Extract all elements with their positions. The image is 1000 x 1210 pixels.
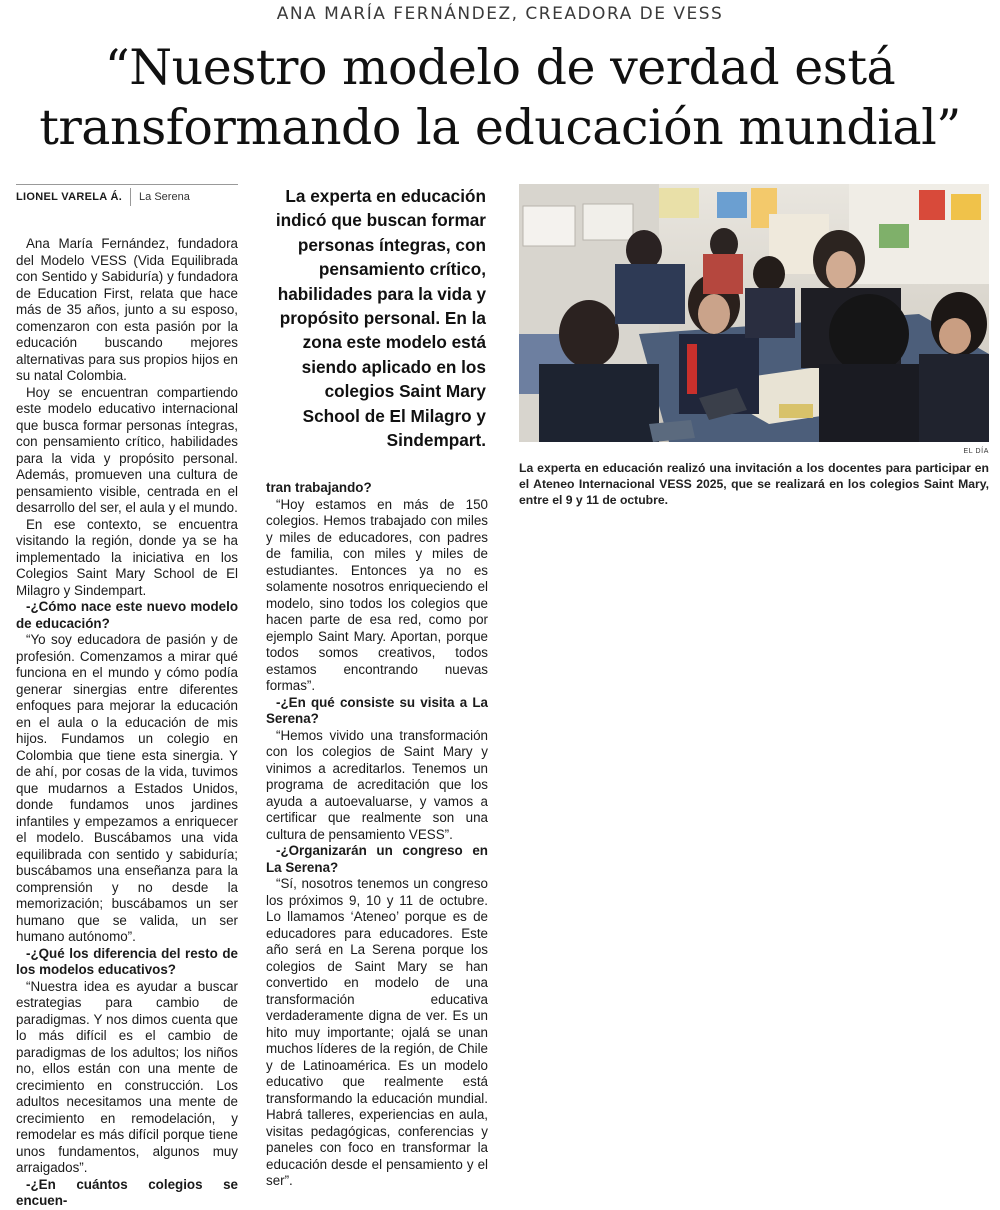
paragraph: “Yo soy educadora de pasión y de profesión. Comenzamos a mirar qué funciona en el mundo y cómo podía generar sinergias entre diferentes enfoques para mejorar la educación en el aula o la educación de mis hijos. Fundamos un colegio en Colombia que tiene esta sinergia. Y de ahí, por cosas de la vida, tuvimos que mudarnos a Estados Unidos, donde fundamos unos jardines infantiles y empezamos a enriquecer el modelo. Buscábamos una vida equilibrada con sentido y sabiduría; buscábamos una enseñanza para la comprensión y no desde la memorización; buscábamos un ser humano que se valida, un ser humano autónomo”. — [16, 632, 238, 944]
body-column-2 — [266, 480, 488, 1190]
byline-divider — [130, 188, 131, 206]
paragraph: “Hoy estamos en más de 150 colegios. Hemos trabajado con miles y miles de educadores, con padres de familia, con miles y miles de estudiantes. Entonces ya no es solamente nosotros enriqueciendo el modelo, sino todos los colegios que hacen parte de esa red, como por ejemplo Saint Mary. Aportan, porque todos somos creativos, todos estamos encontrando nuevas formas”. — [266, 496, 488, 693]
paragraph: “Sí, nosotros tenemos un congreso los próximos 9, 10 y 11 de octubre. Lo llamamos ‘Ateneo’ porque es de educadores para educadores. Este año será en La Serena porque los colegios de Saint Mary se han convertido en modelo de una transformación educativa verdaderamente digna de ver. Es un hito muy importante; ojalá se unan muchos líderes de la región, de Chile y de Latinoamérica. Es un modelo educativo que realmente está transformando la educación mundial. Habrá talleres, experiencias en aula, visitas pedagógicas, conferencias y paneles con foco en transformar la educación desde el pensamiento y el ser”. — [266, 876, 488, 1188]
paragraph: “Hemos vivido una transformación con los colegios de Saint Mary y vinimos a acreditarlos. Tenemos un programa de acreditación que los ayuda a autoevaluarse, y vamos a certificar que realmente son una cultura de pensamiento VESS”. — [266, 727, 488, 842]
classroom-photo-illustration — [519, 184, 989, 442]
kicker: ANA MARÍA FERNÁNDEZ, CREADORA DE VESS — [276, 4, 724, 24]
paragraph: Ana María Fernández, fundadora del Modelo VESS (Vida Equilibrada con Sentido y Sabiduría) y fundadora de Education First, relata que hace más de 35 años, junto a su esposo, comenzaron con esta pasión por la educación buscando mejores alternativas para sus propios hijos en su natal Colombia. — [16, 236, 238, 383]
headline-line-2: transformando la educación mundial” — [39, 99, 961, 156]
article-photo — [519, 184, 989, 442]
interview-question: -¿Organizarán un congreso en La Serena? — [266, 843, 488, 875]
body-column-1 — [16, 236, 238, 1210]
paragraph: En ese contexto, se encuentra visitando la región, donde ya se ha implementado la iniciativa en los Colegios Saint Mary School de El Milagro y Sindempart. — [16, 516, 238, 598]
paragraph: “Nuestra idea es ayudar a buscar estrategias para cambio de paradigmas. Y nos dimos cuenta que lo más difícil es el cambio de paradigmas de los adultos; los niños no, ellos están con una mente de crecimiento en construcción. Los adultos necesitamos una mente de crecimiento en remodelación, y remodelar es más difícil porque tiene unos fundamentos, algunos muy arraigados”. — [16, 978, 238, 1175]
interview-question: -¿En cuántos colegios se encuen- — [16, 1176, 238, 1208]
interview-question: -¿Qué los diferencia del resto de los modelos educativos? — [16, 945, 238, 977]
lead-paragraph: La experta en educación indicó que buscan formar personas íntegras, con pensamiento crítico, habilidades para la vida y propósito personal. En la zona este modelo está siendo aplicado en los colegios Saint Mary School de El Milagro y Sindempart. — [275, 186, 486, 451]
interview-question-continued: tran trabajando? — [266, 480, 372, 495]
byline-author: LIONEL VARELA Á. — [16, 191, 123, 203]
headline — [0, 38, 1000, 158]
byline — [16, 184, 238, 207]
photo-credit: EL DÍA — [963, 448, 989, 455]
photo-caption: La experta en educación realizó una invitación a los docentes para participar en el Ateneo Internacional VESS 2025, que se realizará en los colegios Saint Mary, entre el 9 y 11 de octubre. — [519, 461, 989, 507]
paragraph: Hoy se encuentran compartiendo este modelo educativo internacional que busca formar personas íntegras, con pensamiento crítico, habilidades para la vida y propósito personal. Además, promueven una cultura de pensamiento visible, centrada en el desarrollo del ser, el aula y el mundo. — [16, 384, 238, 515]
interview-question: -¿Cómo nace este nuevo modelo de educación? — [16, 599, 238, 631]
byline-location: La Serena — [139, 191, 190, 203]
headline-line-1: “Nuestro modelo de verdad está — [104, 39, 896, 96]
interview-question: -¿En qué consiste su visita a La Serena? — [266, 694, 488, 726]
